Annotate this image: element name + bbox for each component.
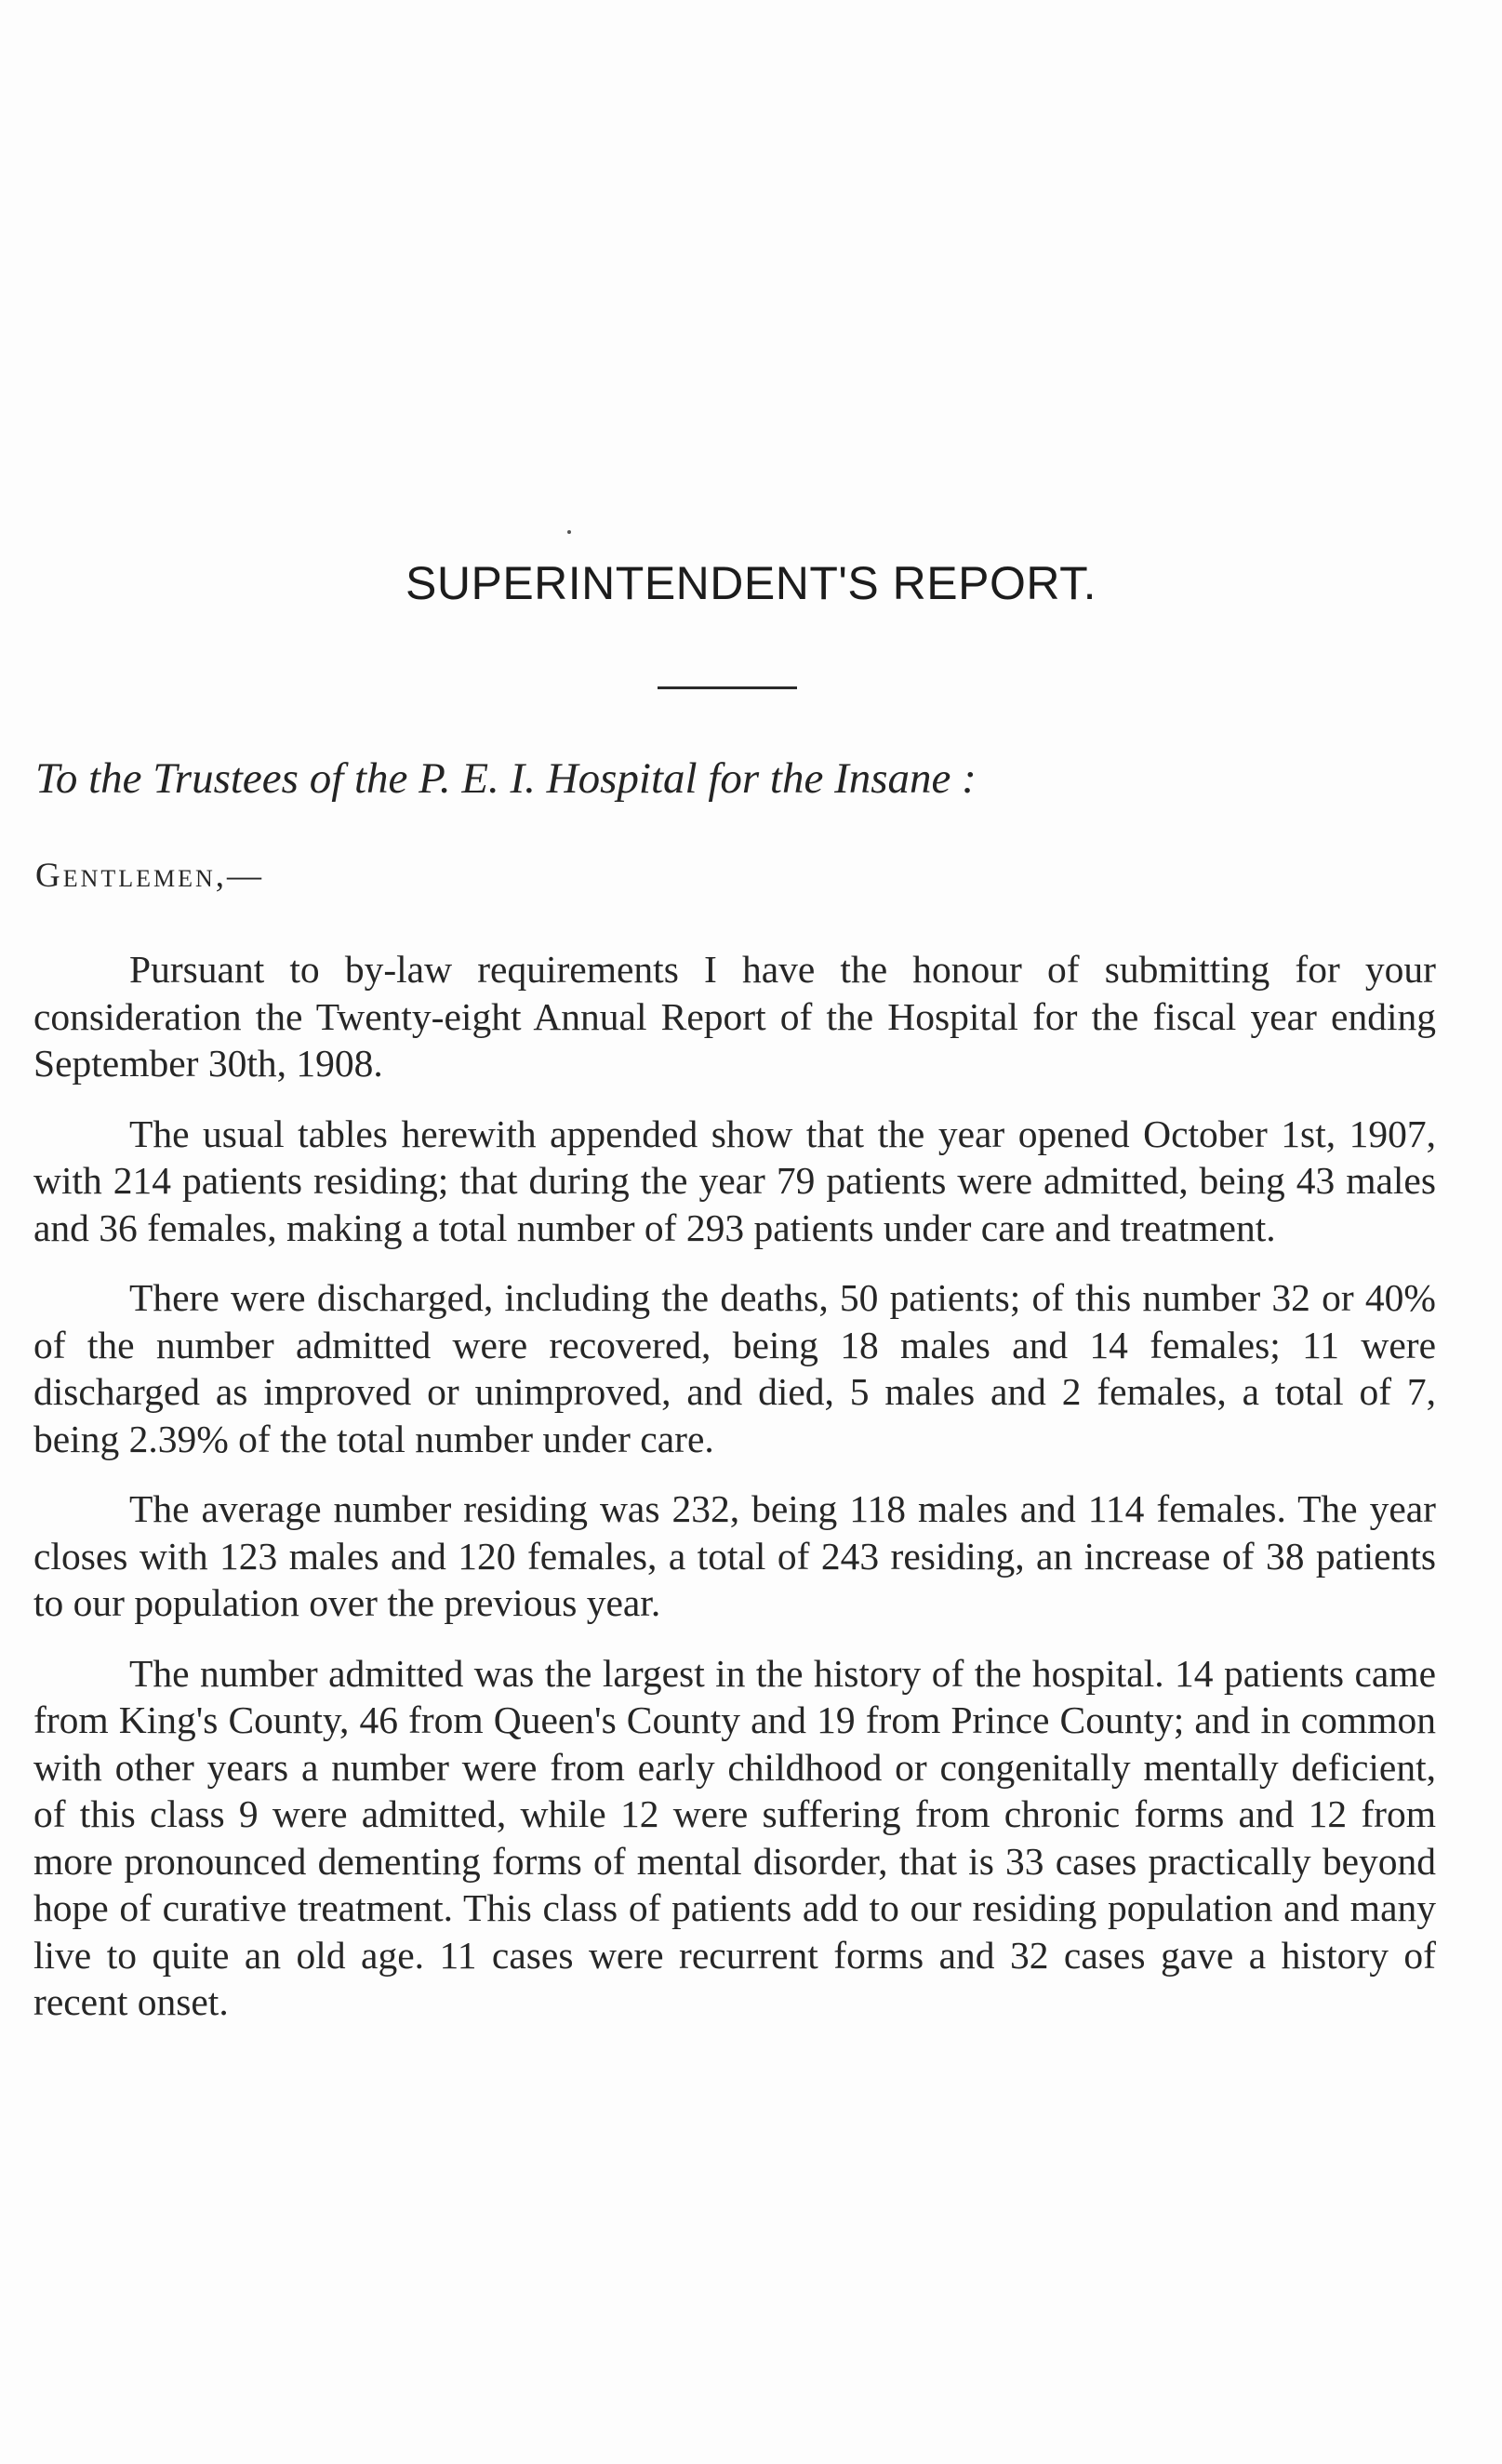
paragraph: The average number residing was 232, being 118 males and 114 females. The year closes with 123 males and 120 females, a total of 243 residing, an increase of 38 patients to our population over the previous year. — [33, 1487, 1436, 1624]
address-line: To the Trustees of the P. E. I. Hospital for the Insane : — [35, 754, 977, 803]
paragraph: There were discharged, including the deaths, 50 patients; of this number 32 or 40% of the number admitted were recovered, being 18 males and 14 females; 11 were discharged as improved or unimproved, and died, 5 males and 2 females, a total of 7, being 2.39% of the total number under care. — [33, 1276, 1436, 1460]
paragraph: The number admitted was the largest in the history of the hospital. 14 patients came from King's County, 46 from Queen's County and 19 from Prince County; and in common with other years a number were from early childhood or congenitally mentally deficient, of this class 9 were admitted, while 12 were suffering from chronic forms and 12 from more pronounced dementing forms of mental disorder, that is 33 cases practically beyond hope of curative treatment. This class of patients add to our residing population and many live to quite an old age. 11 cases were recurrent forms and 32 cases gave a history of recent onset. — [33, 1651, 1436, 2023]
paragraph: The usual tables herewith appended show that the year opened October 1st, 1907, with 214 patients residing; that during the year 79 patients were admitted, being 43 males and 36 females, making a total number of 293 patients under care and treatment. — [33, 1112, 1436, 1249]
title-divider — [658, 686, 797, 689]
salutation: Gentlemen,— — [35, 857, 265, 895]
page-title: SUPERINTENDENT'S REPORT. — [405, 557, 1097, 609]
ink-speck — [567, 530, 571, 534]
report-body — [33, 946, 1436, 2049]
paragraph: Pursuant to by-law requirements I have the honour of submitting for your consideration the Twenty-eight Annual Report of the Hospital for the fiscal year ending September 30th, 1908. — [33, 948, 1436, 1085]
